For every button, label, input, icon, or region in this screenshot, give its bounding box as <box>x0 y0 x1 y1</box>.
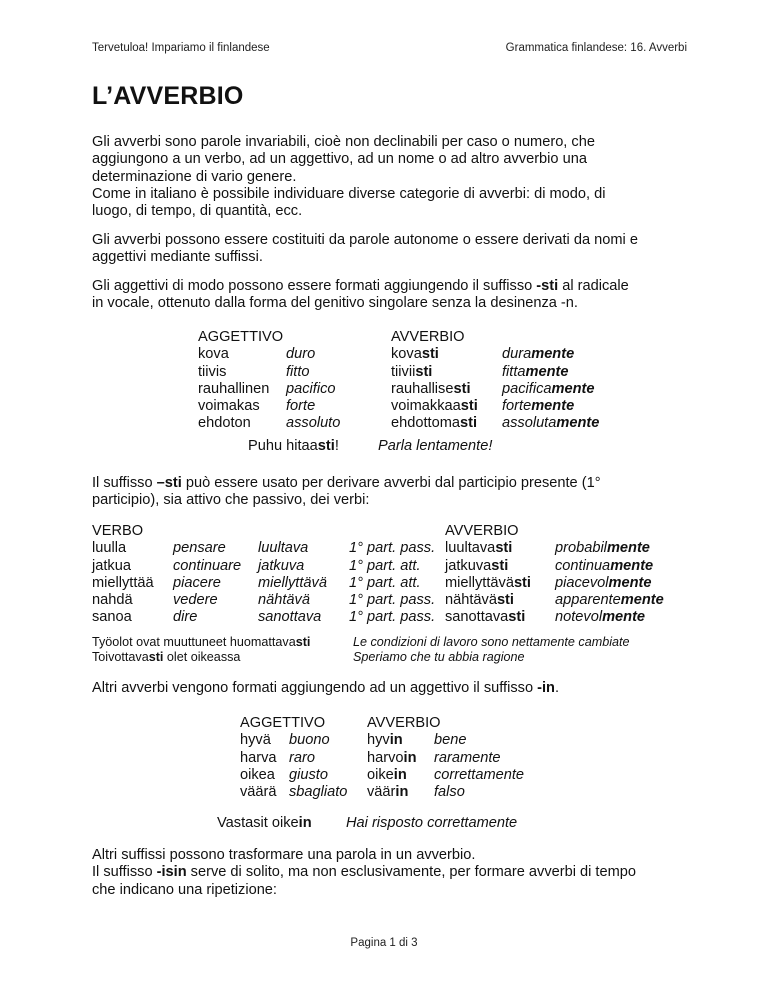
stem: nähtävä <box>445 592 497 609</box>
text-line: aggettivi mediante suffissi. <box>92 249 263 266</box>
suffix: in <box>298 815 312 831</box>
text-line: determinazione di vario genere. <box>92 168 297 185</box>
suffix: in <box>395 784 409 801</box>
cell: tiivis <box>198 363 227 380</box>
cell <box>445 540 555 557</box>
table-row <box>240 767 524 784</box>
cell: 1° part. pass. <box>349 609 436 626</box>
stem: miellyttävä <box>445 574 514 591</box>
suffix: mente <box>610 557 654 574</box>
cell: luultava <box>258 540 309 557</box>
header-right: Grammatica finlandese: 16. Avverbi <box>505 42 687 54</box>
suffix: mente <box>531 346 575 363</box>
cell: voimakas <box>198 398 260 415</box>
suffix: mente <box>525 363 569 380</box>
cell: Speriamo che tu abbia ragione <box>353 650 525 664</box>
cell: fitto <box>286 363 310 380</box>
column-header-verb: VERBO <box>92 523 144 539</box>
suffix: sti <box>459 415 477 432</box>
text-line: aggiungono a un verbo, ad un aggettivo, ad un nome o ad altro avverbio una <box>92 151 587 168</box>
stem: harvo <box>367 749 404 766</box>
suffix: sti <box>496 592 514 609</box>
text-line <box>92 475 692 492</box>
sti-examples-table <box>92 635 630 665</box>
cell: correttamente <box>434 766 525 783</box>
cell <box>391 415 502 432</box>
stem: pacifica <box>502 380 552 397</box>
suffix: mente <box>606 540 650 557</box>
suffix: sti <box>453 380 471 397</box>
cell: nähtävä <box>258 592 310 609</box>
suffix: in <box>403 749 417 766</box>
text: può essere usato per derivare avverbi dal participio presente (1° <box>181 475 601 491</box>
suffix: sti <box>495 540 513 557</box>
suffix: mente <box>602 609 646 626</box>
cell <box>391 364 502 381</box>
cell: miellyttävä <box>258 574 327 591</box>
sti-adjective-table <box>198 329 599 433</box>
table-row <box>92 635 630 650</box>
cell: ehdoton <box>198 415 251 432</box>
text: Toivottava <box>92 650 149 664</box>
cell: raro <box>289 749 315 766</box>
table-row <box>198 381 599 398</box>
suffix: mente <box>531 398 575 415</box>
table-row <box>92 609 664 626</box>
cell <box>367 767 434 784</box>
text: Vastasit oike <box>217 815 299 831</box>
text-line <box>92 864 692 881</box>
cell <box>92 650 353 665</box>
cell: väärä <box>240 784 277 801</box>
table-row <box>240 750 524 767</box>
isin-paragraph <box>92 847 692 899</box>
derivation-paragraph <box>92 232 692 267</box>
cell: 1° part. pass. <box>349 592 436 609</box>
stem: dura <box>502 346 532 363</box>
text: serve di solito, ma non esclusivamente, per formare avverbi di tempo <box>186 864 636 881</box>
suffix-highlight: –sti <box>156 475 182 491</box>
cell: kova <box>198 346 229 363</box>
cell <box>445 609 555 626</box>
stem: väär <box>367 784 396 801</box>
suffix: mente <box>620 592 664 609</box>
suffix: mente <box>608 574 652 591</box>
cell: 1° part. pass. <box>349 540 436 557</box>
cell <box>445 575 555 592</box>
cell: jatkua <box>92 557 131 574</box>
stem: continua <box>555 557 611 574</box>
cell: continuare <box>173 557 242 574</box>
text: al radicale <box>558 278 629 294</box>
cell: luulla <box>92 540 127 557</box>
stem: ehdottoma <box>391 415 460 432</box>
text: Altri avverbi vengono formati aggiungendo ad un aggettivo il suffisso <box>92 680 538 696</box>
page-number: Pagina 1 di 3 <box>350 937 418 949</box>
example-sentence-it: Hai risposto correttamente <box>346 815 518 831</box>
column-header-adjective: AGGETTIVO <box>240 715 326 731</box>
cell: dire <box>173 609 198 626</box>
cell: sanottava <box>258 609 322 626</box>
cell <box>367 750 434 767</box>
cell: buono <box>289 732 330 749</box>
cell <box>555 575 664 592</box>
cell: hyvä <box>240 732 271 749</box>
stem: voimakkaa <box>391 398 461 415</box>
cell <box>391 398 502 415</box>
cell: 1° part. att. <box>349 557 421 574</box>
stem: sanottava <box>445 609 509 626</box>
stem: hyv <box>367 732 390 749</box>
table-row <box>92 575 664 592</box>
cell: pensare <box>173 540 226 557</box>
stem: luultava <box>445 540 496 557</box>
cell <box>502 381 599 398</box>
stem: tiivii <box>391 363 416 380</box>
text: ! <box>334 438 339 454</box>
text: olet oikeassa <box>163 650 241 664</box>
cell <box>92 635 353 650</box>
example-sentence-it: Parla lentamente! <box>378 438 493 454</box>
cell: bene <box>434 732 467 749</box>
table-row <box>240 732 524 749</box>
cell: piacere <box>173 574 221 591</box>
suffix: sti <box>508 609 526 626</box>
cell <box>502 364 599 381</box>
stem: probabil <box>555 540 607 557</box>
cell: raramente <box>434 749 501 766</box>
text-line <box>92 680 692 697</box>
suffix-highlight: -in <box>537 680 555 696</box>
suffix: sti <box>317 438 335 454</box>
suffix: sti <box>148 650 164 664</box>
text: . <box>554 680 560 696</box>
text-line: Gli avverbi possono essere costituiti da parole autonome o essere derivati da nomi e <box>92 232 638 248</box>
page-title: L’AVVERBIO <box>92 82 244 110</box>
cell <box>391 346 502 363</box>
suffix-highlight: -isin <box>156 864 187 881</box>
cell: miellyttää <box>92 574 154 591</box>
cell <box>555 592 664 609</box>
cell: forte <box>286 398 316 415</box>
cell <box>391 381 502 398</box>
stem: jatkuva <box>445 557 492 574</box>
header-left: Tervetuloa! Impariamo il finlandese <box>92 42 270 54</box>
suffix: mente <box>551 380 595 397</box>
cell: sanoa <box>92 609 132 626</box>
suffix: sti <box>421 346 439 363</box>
cell: harva <box>240 749 277 766</box>
text-line: participio), sia attivo che passivo, dei verbi: <box>92 492 370 509</box>
text-line: Gli avverbi sono parole invariabili, cioè non declinabili per caso o numero, che <box>92 134 595 150</box>
stem: apparente <box>555 592 621 609</box>
participle-paragraph <box>92 475 692 510</box>
stem: notevol <box>555 609 603 626</box>
table-row <box>198 364 599 381</box>
suffix: sti <box>295 635 311 649</box>
table-row <box>198 415 599 432</box>
suffix-highlight: -sti <box>536 278 559 294</box>
text: Gli aggettivi di modo possono essere formati aggiungendo il suffisso <box>92 278 537 294</box>
cell: pacifico <box>286 380 336 397</box>
table-row <box>92 540 664 557</box>
column-header-adjective: AGGETTIVO <box>198 329 284 345</box>
table-header-row <box>198 329 599 346</box>
in-adjective-table <box>240 715 524 801</box>
sti-rule-paragraph <box>92 278 692 313</box>
text: Puhu hitaa <box>248 438 318 454</box>
suffix: in <box>389 732 403 749</box>
stem: piacevol <box>555 574 609 591</box>
suffix: sti <box>491 557 509 574</box>
stem: oike <box>367 766 394 783</box>
cell: vedere <box>173 592 218 609</box>
table-row <box>92 558 664 575</box>
stem: kova <box>391 346 422 363</box>
cell: jatkuva <box>258 557 305 574</box>
cell: sbagliato <box>289 784 348 801</box>
in-rule-paragraph <box>92 680 692 697</box>
cell: giusto <box>289 766 328 783</box>
text-line: in vocale, ottenuto dalla forma del genitivo singolare senza la desinenza -n. <box>92 295 578 312</box>
cell <box>555 558 664 575</box>
cell <box>367 784 434 801</box>
cell: rauhallinen <box>198 380 270 397</box>
text-line: che indicano una ripetizione: <box>92 881 277 898</box>
table-row <box>240 784 524 801</box>
cell: falso <box>434 784 465 801</box>
example-sentence-fi <box>217 815 312 831</box>
example-sentence-fi <box>248 438 339 454</box>
table-row <box>92 592 664 609</box>
text-line: Come in italiano è possibile individuare diverse categorie di avverbi: di modo, di <box>92 185 606 202</box>
text: Työolot ovat muuttuneet huomattava <box>92 635 296 649</box>
cell: oikea <box>240 766 275 783</box>
suffix: mente <box>556 415 600 432</box>
cell <box>555 540 664 557</box>
participle-table <box>92 523 664 627</box>
cell <box>502 415 599 432</box>
text-line: Altri suffissi possono trasformare una parola in un avverbio. <box>92 847 476 863</box>
suffix: sti <box>460 398 478 415</box>
suffix: sti <box>415 363 433 380</box>
column-header-adverb: AVVERBIO <box>391 329 465 345</box>
cell <box>502 398 599 415</box>
table-row <box>198 346 599 363</box>
stem: forte <box>502 398 532 415</box>
cell: 1° part. att. <box>349 574 421 591</box>
intro-paragraph <box>92 134 692 220</box>
text-line: luogo, di tempo, di quantità, ecc. <box>92 203 303 220</box>
cell: Le condizioni di lavoro sono nettamente cambiate <box>353 635 630 649</box>
cell <box>445 592 555 609</box>
stem: assoluta <box>502 415 557 432</box>
text: Il suffisso <box>92 475 157 491</box>
cell: nahdä <box>92 592 133 609</box>
text-line <box>92 278 692 295</box>
table-header-row <box>240 715 524 732</box>
text: Il suffisso <box>92 864 157 881</box>
cell <box>502 346 599 363</box>
stem: fitta <box>502 363 526 380</box>
cell <box>555 609 664 626</box>
table-header-row <box>92 523 664 540</box>
cell: duro <box>286 346 316 363</box>
column-header-adverb: AVVERBIO <box>367 715 441 731</box>
stem: rauhallise <box>391 380 454 397</box>
cell: assoluto <box>286 415 341 432</box>
suffix: in <box>393 766 407 783</box>
table-row <box>198 398 599 415</box>
column-header-adverb: AVVERBIO <box>445 523 519 539</box>
suffix: sti <box>513 574 531 591</box>
cell <box>367 732 434 749</box>
table-row <box>92 650 630 665</box>
cell <box>445 558 555 575</box>
